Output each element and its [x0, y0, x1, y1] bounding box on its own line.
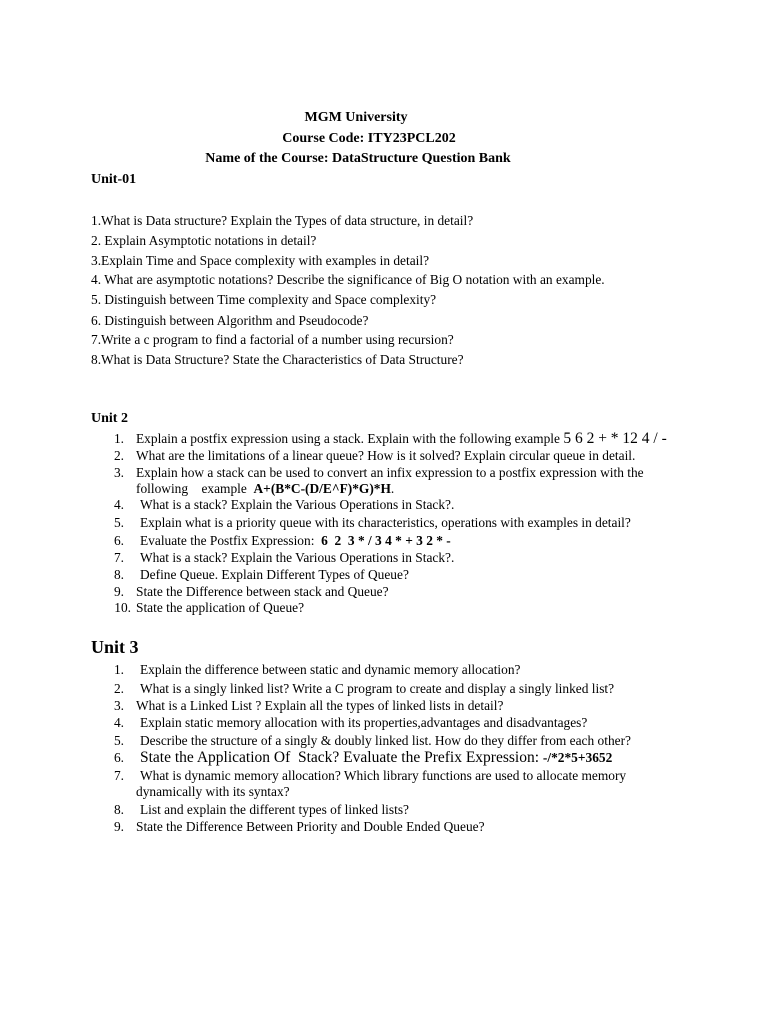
course-code: Course Code: ITY23PCL202: [282, 131, 456, 146]
unit2-question-10: State the application of Queue?: [136, 600, 305, 615]
unit2-question-3-line1: Explain how a stack can be used to convert an infix expression to a postfix expression with the: [136, 465, 644, 480]
question-text: Evaluate the Postfix Expression:: [140, 533, 322, 548]
unit3-number: 8.: [113, 802, 124, 817]
question-text: following example: [136, 481, 254, 496]
unit3-number: 7.: [113, 768, 124, 783]
unit2-number: 1.: [113, 431, 124, 446]
unit3-title: Unit 3: [91, 637, 139, 657]
unit2-number: 5.: [113, 515, 124, 530]
unit2-question-2: What are the limitations of a linear queue? How is it solved? Explain circular queue in detail.: [136, 448, 636, 463]
unit3-question-1: Explain the difference between static and dynamic memory allocation?: [140, 662, 521, 677]
question-text: State the Application Of Stack? Evaluate the Prefix Expression:: [140, 749, 543, 766]
unit1-question: 4. What are asymptotic notations? Describe the significance of Big O notation with an example.: [91, 272, 605, 287]
unit3-number: 5.: [113, 733, 124, 748]
prefix-expression: -/*2*5+3652: [542, 750, 613, 765]
unit3-number: 2.: [113, 681, 124, 696]
unit1-question: 3.Explain Time and Space complexity with examples in detail?: [91, 253, 430, 268]
infix-example: A+(B*C-(D/E^F)*G)*H: [253, 481, 391, 496]
unit1-question: 8.What is Data Structure? State the Characteristics of Data Structure?: [91, 352, 464, 367]
unit3-number: 3.: [113, 698, 124, 713]
unit1-question: 7.Write a c program to find a factorial of a number using recursion?: [91, 332, 454, 347]
unit1-question: 2. Explain Asymptotic notations in detail?: [91, 233, 317, 248]
unit3-number: 6.: [113, 750, 124, 765]
unit2-question-8: Define Queue. Explain Different Types of Queue?: [140, 567, 409, 582]
unit3-question-9: State the Difference Between Priority and Double Ended Queue?: [136, 819, 485, 834]
unit2-question-1: [136, 431, 667, 447]
unit3-number: 9.: [113, 819, 124, 834]
unit2-question-6: [140, 533, 451, 549]
unit2-question-3-line2: [136, 481, 394, 497]
postfix-example: 5 6 2 + * 12 4 / -: [563, 430, 667, 447]
postfix-expression: 6 2 3 * / 3 4 * + 3 2 * -: [321, 533, 451, 548]
unit2-number: 10.: [114, 600, 131, 615]
unit2-question-7: What is a stack? Explain the Various Operations in Stack?.: [140, 550, 455, 565]
unit2-number: 2.: [113, 448, 124, 463]
unit3-number: 1.: [113, 662, 124, 677]
unit2-number: 6.: [113, 533, 124, 548]
unit3-question-6: [140, 750, 612, 766]
unit1-question: 6. Distinguish between Algorithm and Pseudocode?: [91, 313, 369, 328]
unit3-question-3: What is a Linked List ? Explain all the types of linked lists in detail?: [136, 698, 504, 713]
unit2-question-9: State the Difference between stack and Queue?: [136, 584, 389, 599]
unit2-number: 4.: [113, 497, 124, 512]
unit2-number: 3.: [113, 465, 124, 480]
question-text: Explain a postfix expression using a stack. Explain with the following example: [136, 431, 564, 446]
unit2-question-5: Explain what is a priority queue with its characteristics, operations with examples in detail?: [140, 515, 631, 530]
unit3-question-5: Describe the structure of a singly & doubly linked list. How do they differ from each other?: [140, 733, 631, 748]
unit2-question-4: What is a stack? Explain the Various Operations in Stack?.: [140, 497, 455, 512]
unit3-question-7-line1: What is dynamic memory allocation? Which library functions are used to allocate memory: [140, 768, 627, 783]
unit2-title: Unit 2: [91, 411, 128, 426]
unit3-question-8: List and explain the different types of linked lists?: [140, 802, 409, 817]
unit1-question: 5. Distinguish between Time complexity and Space complexity?: [91, 292, 437, 307]
university-title: MGM University: [304, 110, 408, 125]
unit2-number: 9.: [113, 584, 124, 599]
unit2-number: 7.: [113, 550, 124, 565]
unit1-title: Unit-01: [91, 172, 137, 187]
course-name: Name of the Course: DataStructure Question Bank: [205, 151, 511, 166]
unit3-number: 4.: [113, 715, 124, 730]
unit3-question-7-line2: dynamically with its syntax?: [136, 784, 290, 799]
unit2-number: 8.: [113, 567, 124, 582]
unit3-question-4: Explain static memory allocation with its properties,advantages and disadvantages?: [140, 715, 588, 730]
unit1-question: 1.What is Data structure? Explain the Types of data structure, in detail?: [91, 213, 474, 228]
question-text: .: [390, 481, 395, 496]
unit3-question-2: What is a singly linked list? Write a C program to create and display a singly linked list?: [140, 681, 615, 696]
